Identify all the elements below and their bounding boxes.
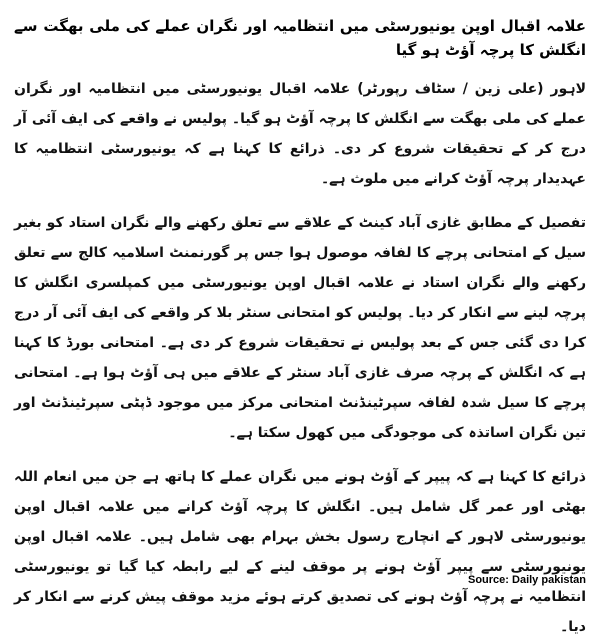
article-headline: علامہ اقبال اوپن یونیورسٹی میں انتظامیہ اور نگران عملے کی ملی بھگت سے انگلش کا پرچہ آؤٹ ہو گیا (14, 17, 586, 59)
article-paragraph-1: لاہور (علی زین / سٹاف رپورٹر) علامہ اقبال یونیورسٹی میں انتظامیہ اور نگران عملے کی ملی بھگت سے انگلش کا پرچہ آؤٹ ہو گیا۔ پولیس نے واقعے کی ایف آئی آر درج کر کے تحقیقات شروع کر دی۔ ذرائع کا کہنا ہے کہ یونیورسٹی انتظامیہ کا عہدیدار پرچہ آؤٹ کرانے میں ملوث ہے۔ (14, 81, 586, 187)
article-source: Source: Daily pakistan (468, 574, 586, 586)
article-paragraph-2: تفصیل کے مطابق غازی آباد کینٹ کے علاقے سے تعلق رکھنے والے نگران استاد کو بغیر سیل کے امتحانی پرچے کا لفافہ موصول ہوا جس پر گورنمنٹ اسلامیہ کالج سے تعلق رکھنے والے نگران استاد نے علامہ اقبال اوپن یونیورسٹی میں کمپلسری انگلش کا پرچہ لینے سے انکار کر دیا۔ پولیس کو امتحانی سنٹر بلا کر واقعے کی ایف آئی آر درج کرا دی گئی جس کے بعد پولیس نے تحقیقات شروع کر دی ہے۔ امتحانی بورڈ کا کہنا ہے کہ انگلش کے پرچہ صرف غازی آباد سنٹر کے علاقے میں ہی آؤٹ ہوا ہے۔ امتحانی پرچے کا سیل شدہ لفافہ سپرٹینڈنٹ امتحانی مرکز میں موجود ڈپٹی سپرٹینڈنٹ اور تین نگران اساتذہ کی موجودگی میں کھول سکتا ہے۔ (14, 215, 586, 441)
article-paragraph-3: ذرائع کا کہنا ہے کہ پیپر کے آؤٹ ہونے میں نگران عملے کا ہاتھ ہے جن میں انعام اللہ بھٹی اور عمر گل شامل ہیں۔ انگلش کا پرچہ آؤٹ کرانے میں علامہ اقبال اوپن یونیورسٹی لاہور کے انچارج رسول بخش بہرام بھی شامل ہیں۔ علامہ اقبال اوپن یونیورسٹی سے پیپر آؤٹ ہونے پر موقف لینے کے لیے رابطہ کیا گیا تو یونیورسٹی انتظامیہ نے پرچہ آؤٹ ہونے کی تصدیق کرتے ہوئے مزید موقف پیش کرنے سے انکار کر دیا۔ (14, 469, 586, 635)
